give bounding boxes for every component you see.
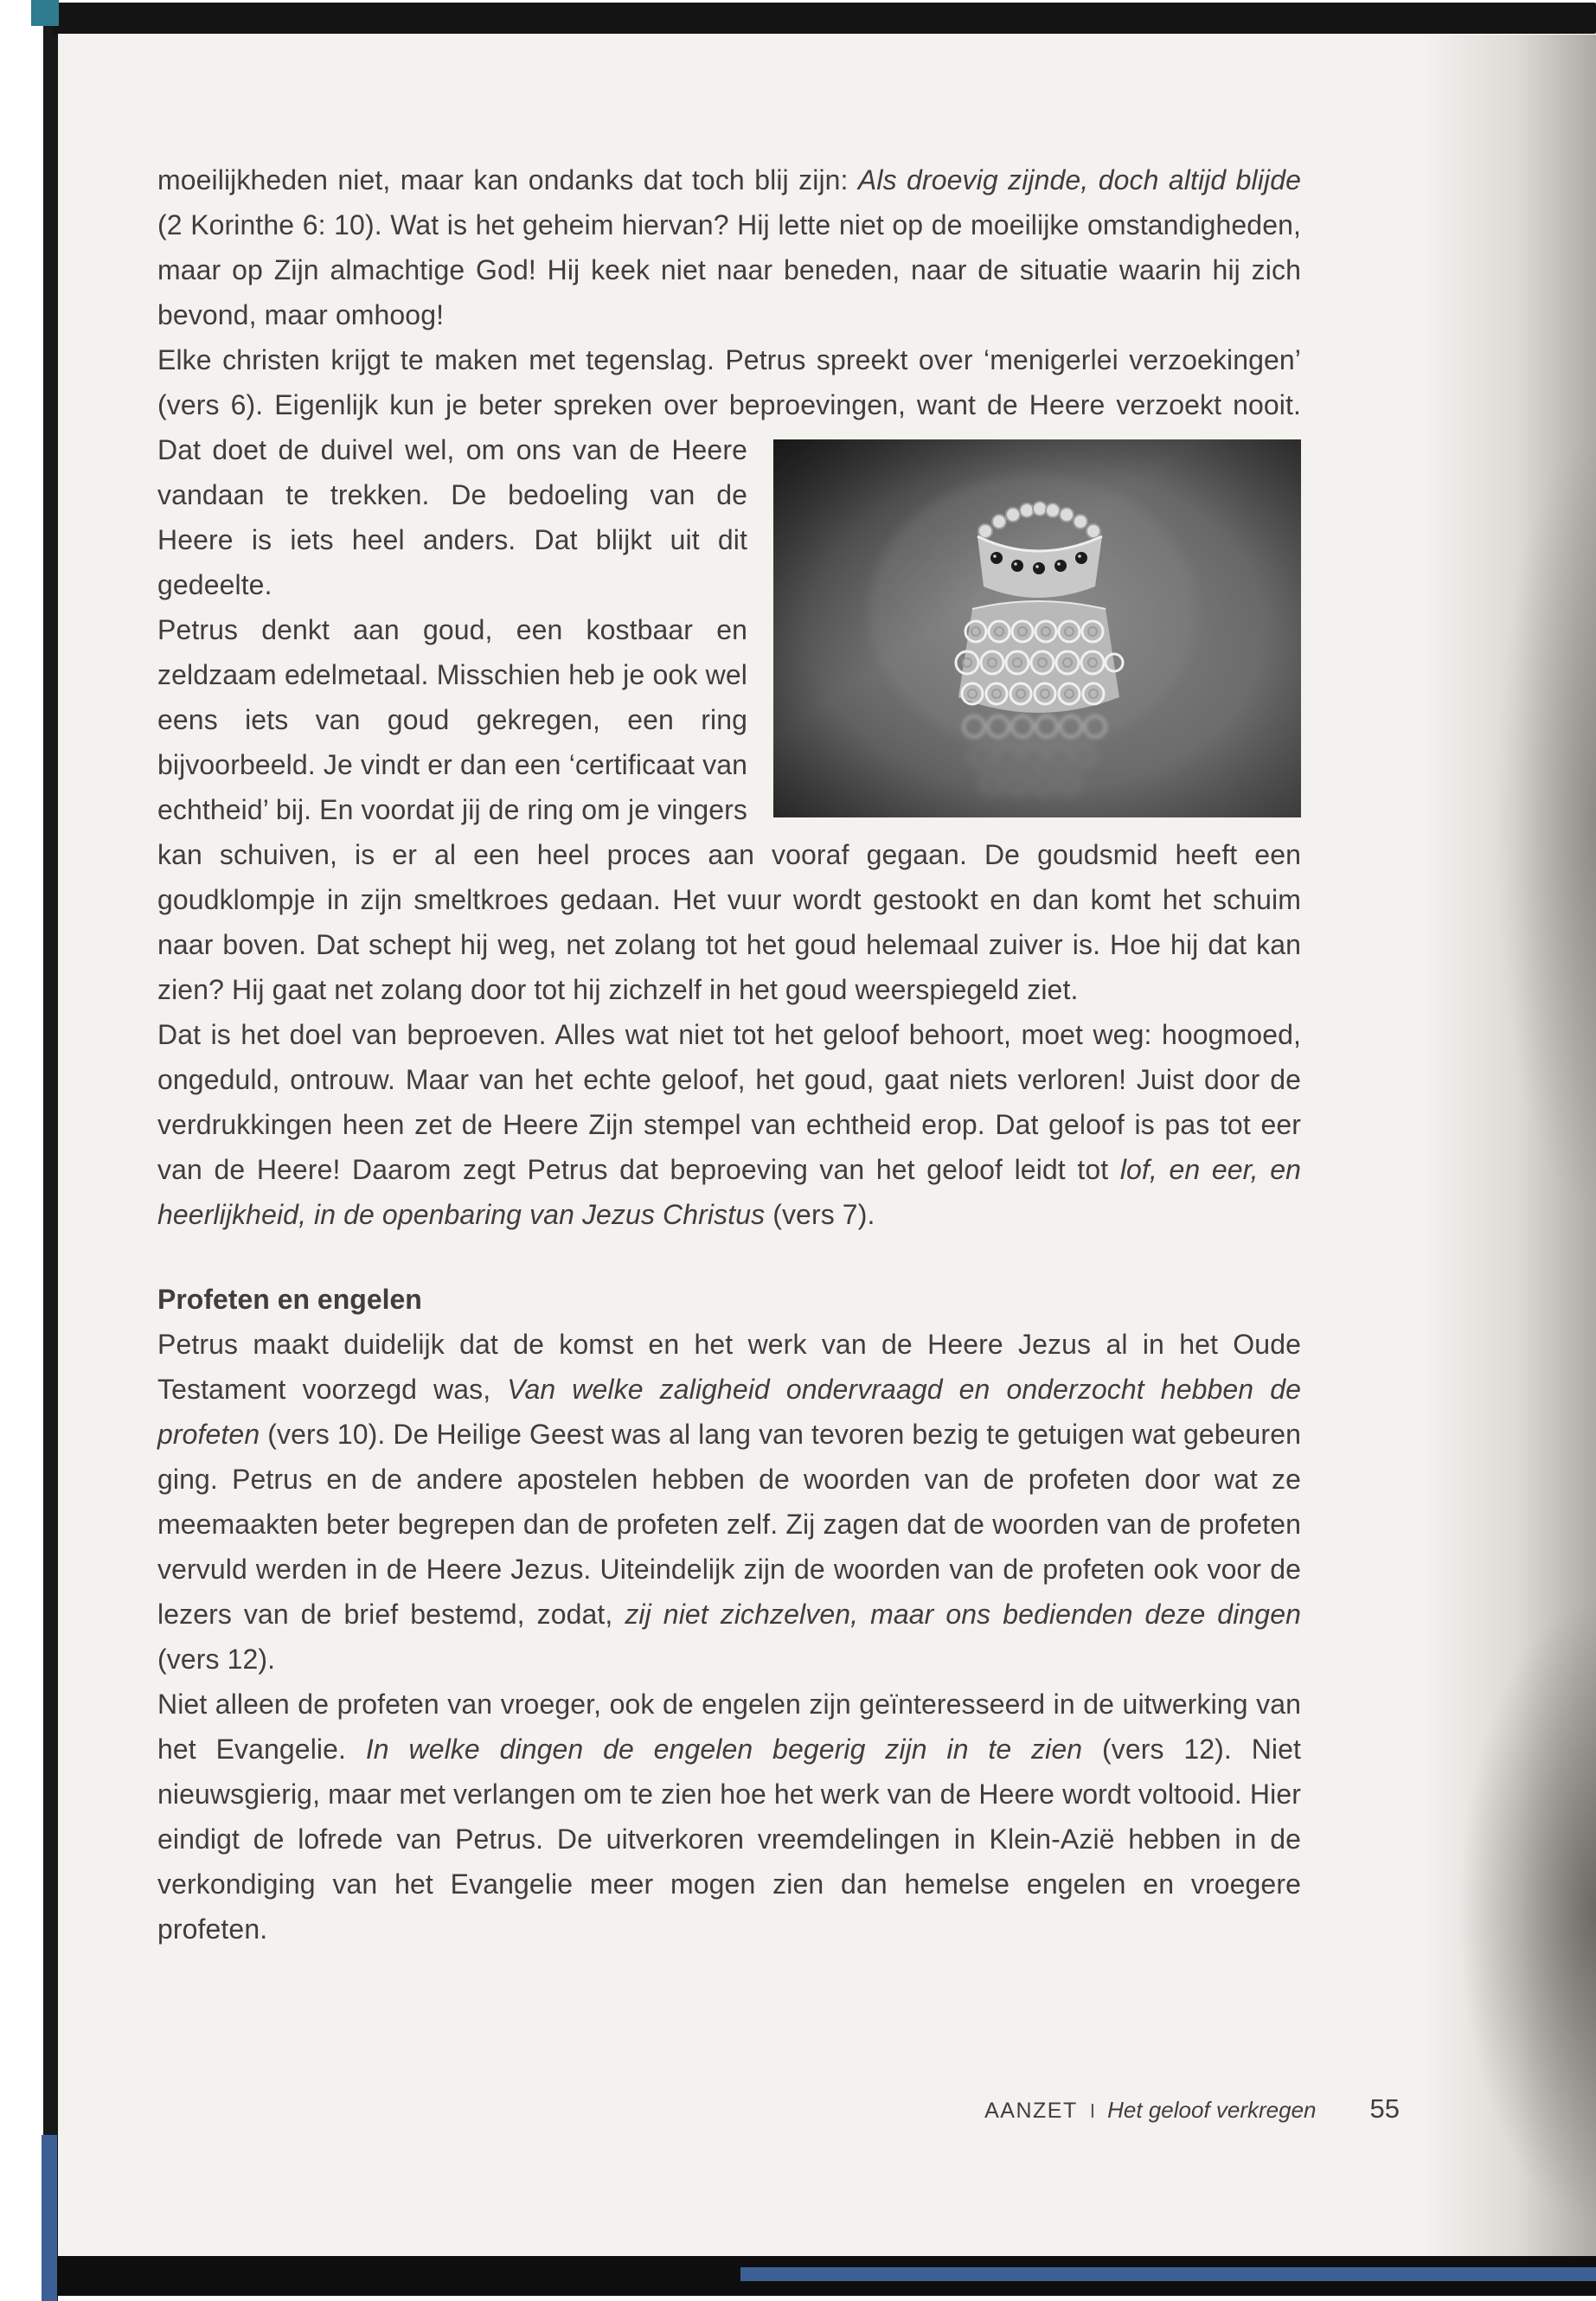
ring-photo-graphic xyxy=(773,439,1301,817)
italic-text-run: zij niet zichzelven, maar ons bedienden deze dingen xyxy=(625,1599,1301,1630)
footer-book-title: Het geloof verkregen xyxy=(1107,2097,1317,2123)
paragraph xyxy=(157,1012,1301,1237)
text-run: (vers 10). De Heilige Geest was al lang van tevoren bezig te getuigen wat gebeuren ging. Petrus en de andere apostelen hebben de woorden van de profeten door wat ze meemaakten beter begrepen dan de profeten zelf. Zij zagen dat de woorden van de profeten vervuld werden in de Heere Jezus. Uiteindelijk zijn de woorden van de profeten ook voor de lezers van de brief bestemd, zodat, xyxy=(157,1419,1301,1630)
scan-edge-teal-mark xyxy=(31,0,59,26)
footer-page-number: 55 xyxy=(1369,2093,1400,2124)
scan-edge-left-strip xyxy=(43,0,58,2301)
text-run: Dat is het doel van beproeven. Alles wat niet tot het geloof behoort, moet weg: hoogmoed, ongeduld, ontrouw. Maar van het echte geloof, het goud, gaat niets verloren! Juist door de verdrukkingen heen zet de Heere Zijn stempel van echtheid erop. Dat geloof is pas tot eer van de Heere! Daarom zegt Petrus dat beproeving van het geloof leidt tot xyxy=(157,1019,1301,1185)
section-heading: Profeten en engelen xyxy=(157,1284,422,1315)
paragraph xyxy=(157,1322,1301,1682)
italic-text-run: Van welke zaligheid ondervraagd en onderzocht hebben de profeten xyxy=(157,1374,1301,1450)
text-run: (vers 12). xyxy=(157,1644,276,1675)
paragraph xyxy=(157,1682,1301,1952)
text-run: moeilijkheden niet, maar kan ondanks dat toch blij zijn: xyxy=(157,164,858,195)
paragraph xyxy=(157,157,1301,337)
text-run: Elke christen krijgt te maken met tegenslag. Petrus spreekt over ‘menigerlei verzoekingen’ (vers 6). Eigenlijk kun je beter spreken over beproevingen, want xyxy=(157,344,1301,420)
text-run: de Heere verzoekt nooit. Dat doet de duivel wel, om ons van de Heere vandaan te trekken. De bedoeling van de Heere is iets heel anders. Dat blijkt uit dit gedeelte. xyxy=(157,389,1302,600)
italic-text-run: In welke dingen de engelen begerig zijn in te zien xyxy=(365,1734,1083,1765)
text-run: Petrus denkt aan goud, een kostbaar en zeldzaam edelmetaal. Misschien heb je ook wel eens iets van goud gekregen, een ring bijvoorbeeld. Je vindt er dan een ‘certificaat van echtheid’ bij. En voordat jij de ring om je vingers kan schuiven, is er al een heel proces aan vooraf gegaan. De goudsmid heeft een goudklompje in zijn smeltkroes gedaan. Het vuur wordt gestookt en dan komt het schuim naar boven. Dat schept hij weg, net zolang tot het goud helemaal zuiver is. Hoe hij dat kan zien? Hij gaat net zolang door tot hij zichzelf in het goud weerspiegeld ziet. xyxy=(157,614,1301,1005)
footer-separator: I xyxy=(1089,2099,1096,2122)
text-run: (2 Korinthe 6: 10). Wat is het geheim hiervan? Hij lette niet op de moeilijke omstandigheden, maar op Zijn almachtige God! Hij keek niet naar beneden, naar de situatie waarin hij zich bevond, maar omhoog! xyxy=(157,209,1301,330)
page-footer xyxy=(157,2093,1400,2125)
text-run: Niet alleen de profeten van vroeger, ook de engelen zijn geïnteresseerd in de uitwerking van het Evangelie. xyxy=(157,1689,1301,1765)
italic-text-run: Als droevig zijnde, doch altijd blijde xyxy=(857,164,1301,195)
scan-edge-left-blue-mark xyxy=(42,2135,57,2301)
scan-edge-bottom-blue-stripe xyxy=(740,2267,1596,2281)
paragraph xyxy=(157,337,1301,607)
text-run: (vers 12). Niet nieuwsgierig, maar met verlangen om te zien hoe het werk van de Heere wordt voltooid. Hier eindigt de lofrede van Petrus. De uitverkoren vreemdelingen in Klein-Azië hebben in de verkondiging van het Evangelie meer mogen zien dan hemelse engelen en vroegere profeten. xyxy=(157,1734,1302,1945)
article-body xyxy=(157,157,1301,1952)
scan-edge-top-bar xyxy=(52,3,1596,34)
text-run: Petrus maakt duidelijk dat de komst en het werk van de Heere Jezus al in het Oude Testament voorzegd was, xyxy=(157,1329,1301,1405)
italic-text-run: lof, en eer, en heerlijkheid, in de openbaring van Jezus Christus xyxy=(157,1154,1301,1230)
text-run: (vers 7). xyxy=(765,1199,875,1230)
ring-photo xyxy=(773,439,1301,817)
footer-series-label: AANZET xyxy=(984,2099,1078,2123)
